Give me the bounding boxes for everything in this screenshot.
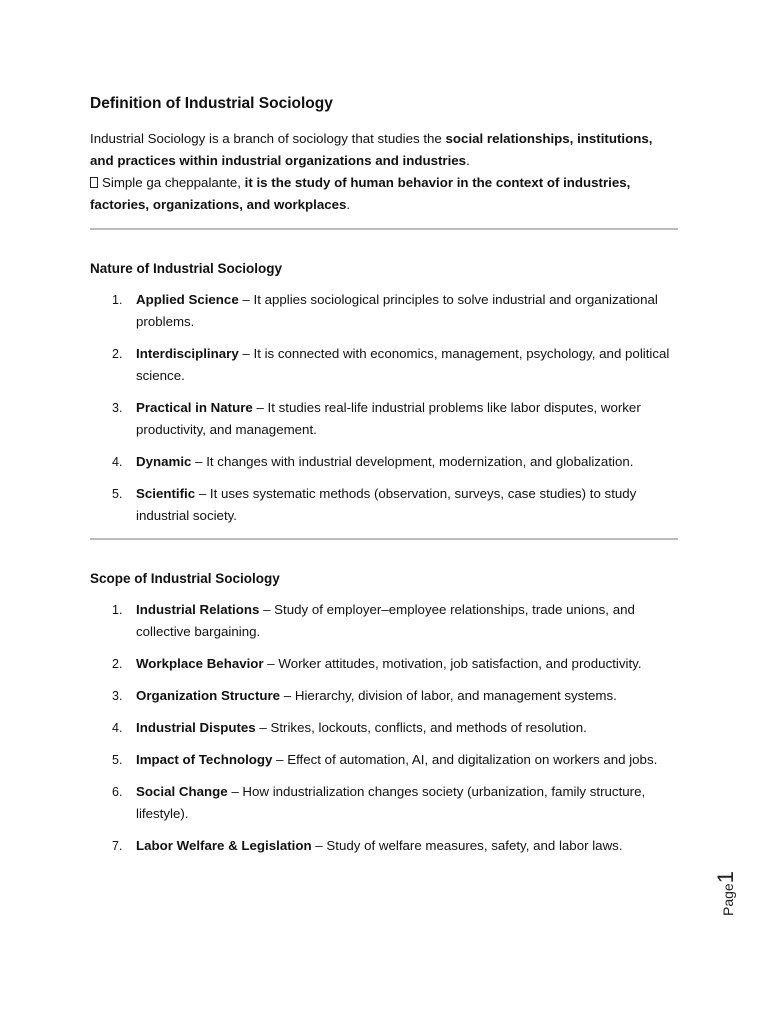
page-number-rotated: [713, 871, 739, 916]
list-item: 4. Dynamic – It changes with industrial development, modernization, and globalization.: [112, 454, 634, 469]
list-item: 1. Industrial Relations – Study of employer–employee relationships, trade unions, and collective bargaining.: [112, 602, 635, 639]
list-item: 3. Practical in Nature – It studies real-life industrial problems like labor disputes, worker productivity, and management.: [112, 400, 641, 437]
definition-bold-text: social relationships, institutions, and practices within industrial organizations and industries: [90, 131, 653, 168]
nature-list: [90, 289, 678, 527]
definition-paragraph-2: [90, 172, 678, 216]
definition-title: Definition of Industrial Sociology: [90, 95, 333, 112]
document-page: [90, 94, 678, 857]
list-item: 2. Interdisciplinary – It is connected with economics, management, psychology, and political science.: [112, 346, 670, 383]
divider-2: [90, 538, 678, 540]
definition-text: Industrial Sociology is a branch of sociology that studies the: [90, 131, 446, 146]
simple-text: Simple ga cheppalante,: [102, 175, 245, 190]
definition-end: .: [466, 153, 470, 168]
page-label: Page: [720, 883, 736, 916]
nature-title: Nature of Industrial Sociology: [90, 261, 283, 276]
list-item: 3. Organization Structure – Hierarchy, division of labor, and management systems.: [112, 688, 617, 703]
list-item: 1. Applied Science – It applies sociological principles to solve industrial and organizational problems.: [112, 292, 658, 329]
page-number: [709, 858, 738, 918]
scope-title: Scope of Industrial Sociology: [90, 571, 280, 586]
list-item: 7. Labor Welfare & Legislation – Study of welfare measures, safety, and labor laws.: [112, 838, 623, 853]
page-number-value: 1: [713, 871, 738, 884]
list-item: 5. Impact of Technology – Effect of automation, AI, and digitalization on workers and jobs.: [112, 752, 658, 767]
list-item: 4. Industrial Disputes – Strikes, lockouts, conflicts, and methods of resolution.: [112, 720, 587, 735]
simple-end: .: [346, 197, 351, 212]
definition-paragraph-1: [90, 128, 678, 172]
simple-bold-text: it is the study of human behavior in the context of industries, factories, organizations, and workplaces: [90, 175, 631, 212]
list-item: 5. Scientific – It uses systematic methods (observation, surveys, case studies) to study industrial society.: [112, 486, 637, 523]
scope-list: [90, 599, 678, 857]
list-item: 6. Social Change – How industrialization changes society (urbanization, family structure, lifestyle).: [112, 784, 646, 821]
missing-glyph-icon: [90, 177, 98, 188]
divider-1: [90, 228, 678, 230]
list-item: 2. Workplace Behavior – Worker attitudes, motivation, job satisfaction, and productivity.: [112, 656, 642, 671]
